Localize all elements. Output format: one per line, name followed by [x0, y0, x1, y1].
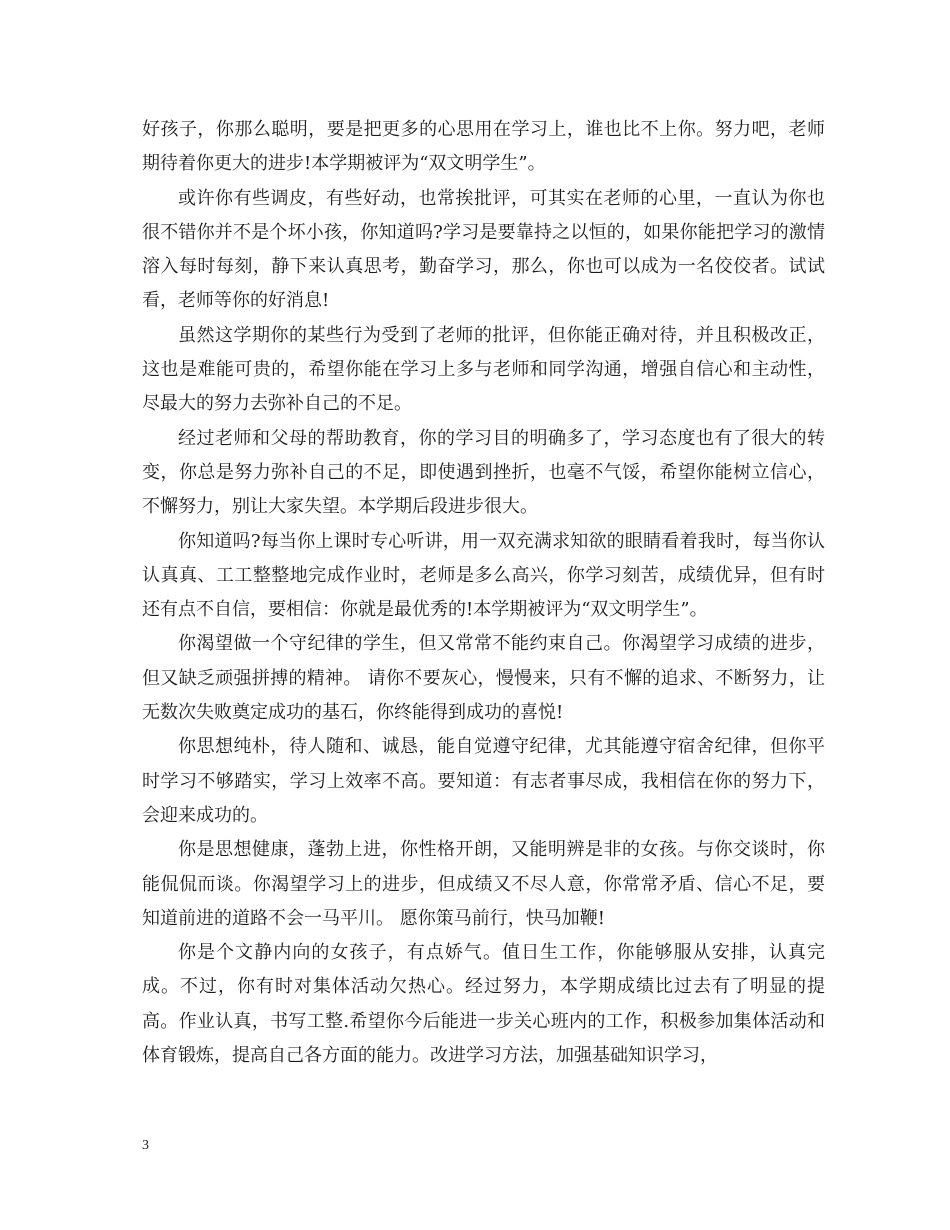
document-body: [142, 113, 825, 1073]
paragraph-5: 你知道吗?每当你上课时专心听讲，用一双充满求知欲的眼睛看着我时，每当你认认真真、工工整整地完成作业时，老师是多么高兴，你学习刻苦，成绩优异，但有时还有点不自信，要相信：你就是最优秀的!本学期被评为“双文明学生”。: [142, 530, 825, 621]
paragraph-2: 或许你有些调皮，有些好动，也常挨批评，可其实在老师的心里，一直认为你也很不错你并不是个坏小孩，你知道吗?学习是要靠持之以恒的，如果你能把学习的激情溶入每时每刻，静下来认真思考，勤奋学习，那么，你也可以成为一名佼佼者。试试看，老师等你的好消息!: [142, 187, 825, 312]
paragraph-7: 你思想纯朴，待人随和、诚恳，能自觉遵守纪律，尤其能遵守宿舍纪律，但你平时学习不够踏实，学习上效率不高。要知道：有志者事尽成，我相信在你的努力下，会迎来成功的。: [142, 736, 825, 826]
paragraph-9: 你是个文静内向的女孩子，有点娇气。值日生工作，你能够服从安排，认真完成。不过，你有时对集体活动欠热心。经过努力，本学期成绩比过去有了明显的提高。作业认真，书写工整.希望你今后能进一步关心班内的工作，积极参加集体活动和体育锻炼，提高自己各方面的能力。改进学习方法，加强基础知识学习，: [142, 942, 825, 1067]
paragraph-4: 经过老师和父母的帮助教育，你的学习目的明确多了，学习态度也有了很大的转变，你总是努力弥补自己的不足，即使遇到挫折，也毫不气馁，希望你能树立信心，不懈努力，别让大家失望。本学期后段进步很大。: [142, 427, 825, 518]
paragraph-6: 你渴望做一个守纪律的学生，但又常常不能约束自己。你渴望学习成绩的进步，但又缺乏顽强拼搏的精神。 请你不要灰心，慢慢来，只有不懈的追求、不断努力，让无数次失败奠定成功的基石，你终能得到成功的喜悦!: [142, 633, 825, 724]
paragraph-8: 你是思想健康，蓬勃上进，你性格开朗，又能明辨是非的女孩。与你交谈时，你能侃侃而谈。你渴望学习上的进步，但成绩又不尽人意，你常常矛盾、信心不足，要知道前进的道路不会一马平川。 愿你策马前行，快马加鞭!: [142, 839, 825, 929]
paragraph-3: 虽然这学期你的某些行为受到了老师的批评，但你能正确对待，并且积极改正，这也是难能可贵的，希望你能在学习上多与老师和同学沟通，增强自信心和主动性，尽最大的努力去弥补自己的不足。: [142, 324, 825, 415]
page-number: 3: [142, 1138, 149, 1153]
paragraph-1: 好孩子，你那么聪明，要是把更多的心思用在学习上，谁也比不上你。努力吧，老师期待着你更大的进步!本学期被评为“双文明学生”。: [142, 119, 825, 175]
